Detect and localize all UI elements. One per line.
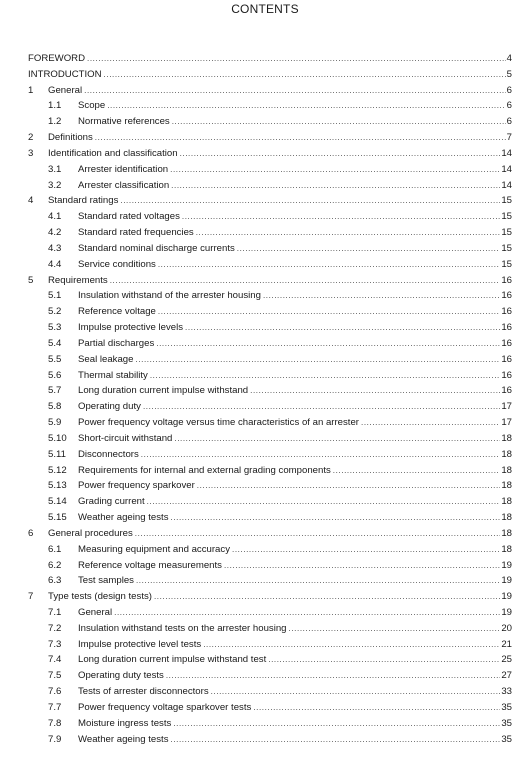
- toc-entry-title: Thermal stability: [78, 369, 148, 381]
- toc-entry-number: 3: [28, 147, 34, 159]
- toc-entry-page-number: 18: [501, 527, 512, 539]
- toc-entry-title: Requirements: [48, 274, 108, 286]
- toc-entry-number: 5.11: [48, 448, 66, 460]
- toc-entry-page-number: 16: [501, 353, 512, 365]
- toc-entry-page-number: 20: [501, 622, 512, 634]
- toc-entry-number: 5: [28, 274, 34, 286]
- toc-entry[interactable]: [28, 148, 512, 164]
- toc-entry-number: 5.8: [48, 401, 62, 413]
- toc-entry[interactable]: [28, 718, 512, 734]
- toc-entry-title: Scope: [78, 100, 106, 112]
- toc-entry-title: Standard rated voltages: [78, 211, 180, 223]
- dot-leader: [147, 497, 501, 506]
- toc-entry[interactable]: [28, 591, 512, 607]
- toc-entry-title: Insulation withstand tests on the arrester housing: [78, 622, 287, 634]
- dot-leader: [136, 576, 500, 585]
- toc-entry-number: 6: [28, 527, 34, 539]
- toc-entry[interactable]: [28, 180, 512, 196]
- toc-entry[interactable]: [28, 654, 512, 670]
- toc-entry-number: 5.5: [48, 353, 62, 365]
- toc-entry[interactable]: [28, 480, 512, 496]
- toc-entry-number: 5.12: [48, 464, 67, 476]
- toc-entry-page-number: 14: [501, 163, 512, 175]
- toc-entry-page-number: 19: [501, 606, 512, 618]
- toc-entry-number: 7: [28, 591, 34, 603]
- toc-entry[interactable]: [28, 132, 512, 148]
- toc-entry-page-number: 7: [506, 132, 512, 144]
- toc-entry-title: Standard nominal discharge currents: [78, 242, 235, 254]
- toc-entry-page-number: 14: [501, 147, 512, 159]
- toc-entry-title: General: [48, 84, 83, 96]
- toc-entry-number: 7.3: [48, 638, 62, 650]
- toc-entry-page-number: 27: [501, 670, 512, 682]
- dot-leader: [95, 133, 506, 142]
- toc-entry-number: 5.2: [48, 306, 62, 318]
- toc-entry-page-number: 15: [501, 242, 512, 254]
- toc-entry[interactable]: [28, 275, 512, 291]
- toc-entry-number: 7.7: [48, 701, 62, 713]
- toc-entry-number: 7.6: [48, 686, 62, 698]
- toc-entry-title: Power frequency voltage versus time characteristics of an arrester: [78, 417, 360, 429]
- toc-entry-title: Normative references: [78, 116, 170, 128]
- toc-entry-title: Insulation withstand of the arrester housing: [78, 290, 261, 302]
- toc-entry-number: 5.13: [48, 480, 67, 492]
- dot-leader: [253, 703, 500, 712]
- toc-entry-page-number: 25: [501, 654, 512, 666]
- toc-entry[interactable]: [28, 417, 512, 433]
- toc-entry-number: 3.1: [48, 163, 62, 175]
- toc-entry[interactable]: [28, 354, 512, 370]
- dot-leader: [154, 592, 500, 601]
- toc-entry-page-number: 6: [506, 116, 512, 128]
- dot-leader: [268, 655, 500, 664]
- toc-entry-number: 7.1: [48, 606, 62, 618]
- toc-entry[interactable]: [28, 69, 512, 85]
- toc-entry-title: Short-circuit withstand: [78, 432, 173, 444]
- dot-leader: [171, 735, 501, 744]
- toc-entry[interactable]: [28, 290, 512, 306]
- toc-entry-title: Type tests (design tests): [48, 591, 152, 603]
- dot-leader: [110, 276, 501, 285]
- toc-entry-title: Power frequency sparkover: [78, 480, 195, 492]
- dot-leader: [203, 640, 500, 649]
- toc-entry-number: 3.2: [48, 179, 62, 191]
- toc-entry[interactable]: [28, 306, 512, 322]
- toc-entry-page-number: 16: [501, 306, 512, 318]
- toc-entry-page-number: 18: [501, 480, 512, 492]
- dot-leader: [150, 371, 500, 380]
- toc-entry[interactable]: [28, 607, 512, 623]
- toc-entry[interactable]: [28, 623, 512, 639]
- toc-entry[interactable]: [28, 512, 512, 528]
- dot-leader: [141, 450, 501, 459]
- dot-leader: [143, 402, 500, 411]
- toc-entry[interactable]: [28, 243, 512, 259]
- toc-entry-number: 4.3: [48, 242, 62, 254]
- toc-entry-title: Standard rated frequencies: [78, 227, 194, 239]
- toc-entry-title: Service conditions: [78, 258, 156, 270]
- toc-entry-title: Reference voltage: [78, 306, 156, 318]
- dot-leader: [135, 529, 501, 538]
- toc-entry-title: FOREWORD: [28, 53, 86, 64]
- toc-entry-title: Seal leakage: [78, 353, 134, 365]
- dot-leader: [185, 323, 500, 332]
- dot-leader: [84, 86, 506, 95]
- toc-entry-page-number: 21: [501, 638, 512, 650]
- toc-entry[interactable]: [28, 100, 512, 116]
- toc-entry-page-number: 17: [501, 401, 512, 413]
- toc-entry[interactable]: [28, 702, 512, 718]
- toc-entry-page-number: 14: [501, 179, 512, 191]
- dot-leader: [120, 196, 500, 205]
- page-title: CONTENTS: [231, 2, 299, 16]
- toc-entry-number: 6.3: [48, 575, 62, 587]
- toc-entry-page-number: 5: [506, 68, 512, 80]
- toc-entry-page-number: 6: [506, 84, 512, 96]
- toc-entry-page-number: 15: [501, 258, 512, 270]
- toc-entry-page-number: 18: [501, 432, 512, 444]
- dot-leader: [289, 624, 501, 633]
- dot-leader: [158, 260, 500, 269]
- toc-entry-page-number: 35: [501, 717, 512, 729]
- dot-leader: [173, 719, 500, 728]
- toc-entry[interactable]: [28, 544, 512, 560]
- toc-entry-page-number: 4: [506, 53, 512, 64]
- toc-entry-number: 5.10: [48, 432, 67, 444]
- toc-entry-page-number: 16: [501, 322, 512, 334]
- toc-entry-number: 2: [28, 132, 34, 144]
- dot-leader: [196, 228, 501, 237]
- dot-leader: [172, 117, 506, 126]
- toc-entry-number: 6.2: [48, 559, 62, 571]
- toc-entry-title: Tests of arrester disconnectors: [78, 686, 209, 698]
- dot-leader: [114, 608, 500, 617]
- toc-entry[interactable]: [28, 164, 512, 180]
- toc-entry-number: 4: [28, 195, 34, 207]
- toc-entry-title: Impulse protective level tests: [78, 638, 202, 650]
- toc-entry-number: 7.4: [48, 654, 62, 666]
- toc-entry-title: Operating duty: [78, 401, 141, 413]
- toc-entry-number: 5.14: [48, 496, 67, 508]
- toc-entry[interactable]: [28, 338, 512, 354]
- dot-leader: [180, 149, 501, 158]
- toc-entry-number: 7.8: [48, 717, 62, 729]
- toc-entry[interactable]: [28, 53, 512, 69]
- toc-entry[interactable]: [28, 639, 512, 655]
- toc-entry-number: 5.3: [48, 322, 62, 334]
- toc-entry-page-number: 16: [501, 337, 512, 349]
- toc-entry[interactable]: [28, 528, 512, 544]
- toc-entry-page-number: 33: [501, 686, 512, 698]
- toc-entry-title: Weather ageing tests: [78, 733, 169, 745]
- dot-leader: [361, 418, 500, 427]
- toc-entry[interactable]: [28, 322, 512, 338]
- toc-entry[interactable]: [28, 686, 512, 702]
- toc-entry-number: 4.4: [48, 258, 62, 270]
- dot-leader: [104, 70, 506, 79]
- dot-leader: [170, 165, 500, 174]
- dot-leader: [211, 687, 501, 696]
- toc-entry[interactable]: [28, 195, 512, 211]
- toc-entry-title: INTRODUCTION: [28, 68, 102, 80]
- dot-leader: [158, 307, 500, 316]
- toc-entry-page-number: 17: [501, 417, 512, 429]
- toc-entry-page-number: 18: [501, 496, 512, 508]
- toc-entry-page-number: 18: [501, 464, 512, 476]
- toc-entry-number: 5.4: [48, 337, 62, 349]
- toc-entry-page-number: 19: [501, 591, 512, 603]
- toc-entry-number: 7.5: [48, 670, 62, 682]
- toc-entry-title: Weather ageing tests: [78, 512, 169, 524]
- toc-entry[interactable]: [28, 465, 512, 481]
- toc-entry-page-number: 18: [501, 543, 512, 555]
- toc-entry-page-number: 35: [501, 701, 512, 713]
- toc-entry[interactable]: [28, 560, 512, 576]
- toc-entry-number: 1.1: [48, 100, 62, 112]
- toc-entry-page-number: 16: [501, 290, 512, 302]
- dot-leader: [171, 181, 500, 190]
- toc-entry-title: Arrester identification: [78, 163, 169, 175]
- toc-entry-number: 5.7: [48, 385, 62, 397]
- toc-entry-title: General: [78, 606, 113, 618]
- toc-entry-title: Power frequency voltage sparkover tests: [78, 701, 252, 713]
- toc-entry-number: 5.6: [48, 369, 62, 381]
- dot-leader: [166, 671, 500, 680]
- toc-entry[interactable]: [28, 85, 512, 101]
- toc-entry-number: 1.2: [48, 116, 62, 128]
- toc-entry[interactable]: [28, 734, 512, 750]
- toc-entry-title: Impulse protective levels: [78, 322, 184, 334]
- toc-entry-number: 1: [28, 84, 34, 96]
- toc-entry-title: Arrester classification: [78, 179, 170, 191]
- dot-leader: [250, 386, 500, 395]
- toc-entry[interactable]: [28, 227, 512, 243]
- toc-entry-page-number: 16: [501, 369, 512, 381]
- toc-entry[interactable]: [28, 370, 512, 386]
- toc-entry[interactable]: [28, 670, 512, 686]
- toc-entry-page-number: 15: [501, 227, 512, 239]
- toc-entry-title: Definitions: [48, 132, 93, 144]
- toc-entry[interactable]: [28, 496, 512, 512]
- toc-entry[interactable]: [28, 449, 512, 465]
- toc-entry[interactable]: [28, 385, 512, 401]
- toc-entry[interactable]: [28, 401, 512, 417]
- toc-entry-page-number: 16: [501, 274, 512, 286]
- dot-leader: [232, 545, 500, 554]
- toc-entry-page-number: 18: [501, 448, 512, 460]
- toc-entry-page-number: 6: [506, 100, 512, 112]
- toc-entry-number: 6.1: [48, 543, 62, 555]
- toc-entry-title: Measuring equipment and accuracy: [78, 543, 230, 555]
- dot-leader: [107, 101, 505, 110]
- dot-leader: [87, 54, 506, 63]
- dot-leader: [171, 513, 501, 522]
- toc-entry-page-number: 19: [501, 575, 512, 587]
- dot-leader: [333, 466, 501, 475]
- toc-entry-page-number: 35: [501, 733, 512, 745]
- toc-entry-title: Long duration current impulse withstand test: [78, 654, 267, 666]
- toc-entry-title: Identification and classification: [48, 147, 178, 159]
- toc-entry-title: Moisture ingress tests: [78, 717, 172, 729]
- toc-entry-page-number: 16: [501, 385, 512, 397]
- dot-leader: [156, 339, 500, 348]
- toc-entry-title: Requirements for internal and external grading components: [78, 464, 331, 476]
- toc-entry-number: 5.15: [48, 512, 67, 524]
- toc-entry-number: 7.2: [48, 622, 62, 634]
- dot-leader: [174, 434, 500, 443]
- toc-entry-page-number: 15: [501, 195, 512, 207]
- toc-entry[interactable]: [28, 259, 512, 275]
- toc-entry-title: Test samples: [78, 575, 134, 587]
- toc-entry-page-number: 18: [501, 512, 512, 524]
- dot-leader: [135, 355, 500, 364]
- toc-entry-number: 5.1: [48, 290, 62, 302]
- toc-entry-number: 4.1: [48, 211, 62, 223]
- toc-entry[interactable]: [28, 211, 512, 227]
- toc-entry-title: Disconnectors: [78, 448, 139, 460]
- toc-entry[interactable]: [28, 116, 512, 132]
- toc-entry-title: Operating duty tests: [78, 670, 164, 682]
- dot-leader: [237, 244, 501, 253]
- dot-leader: [224, 561, 500, 570]
- dot-leader: [182, 212, 500, 221]
- dot-leader: [263, 291, 500, 300]
- toc-entry[interactable]: [28, 575, 512, 591]
- toc-entry-number: 7.9: [48, 733, 62, 745]
- dot-leader: [197, 481, 501, 490]
- toc-entry-page-number: 15: [501, 211, 512, 223]
- toc-entry-title: Grading current: [78, 496, 145, 508]
- toc-entry-number: 5.9: [48, 417, 62, 429]
- table-of-contents: [28, 53, 512, 749]
- toc-entry-number: 4.2: [48, 227, 62, 239]
- toc-entry-title: Reference voltage measurements: [78, 559, 222, 571]
- toc-entry-page-number: 19: [501, 559, 512, 571]
- toc-entry-title: Long duration current impulse withstand: [78, 385, 249, 397]
- toc-entry-title: General procedures: [48, 527, 133, 539]
- toc-entry-title: Standard ratings: [48, 195, 119, 207]
- toc-entry[interactable]: [28, 433, 512, 449]
- toc-entry-title: Partial discharges: [78, 337, 155, 349]
